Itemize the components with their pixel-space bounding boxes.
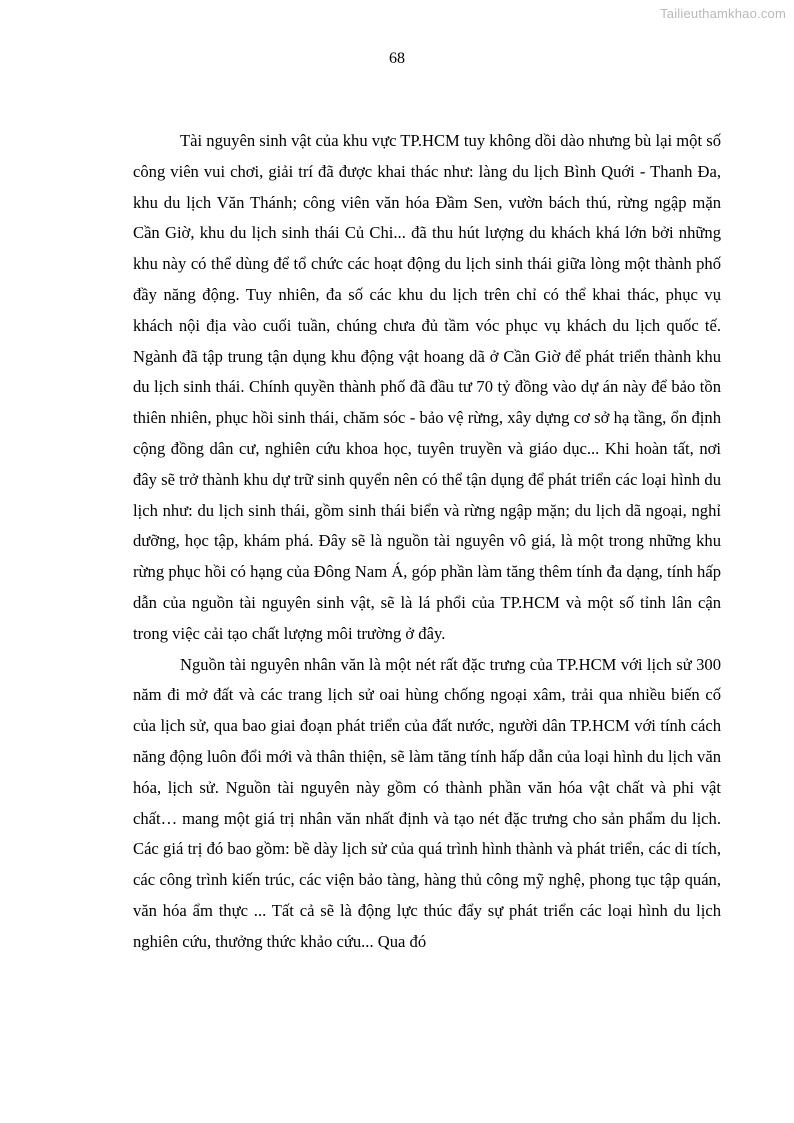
page-number: 68 — [389, 50, 405, 67]
watermark-text: Tailieuthamkhao.com — [660, 6, 786, 21]
paragraph-biological-resources: Tài nguyên sinh vật của khu vực TP.HCM tuy không dồi dào nhưng bù lại một số công viên vui chơi, giải trí đã được khai thác như: làng du lịch Bình Quới - Thanh Đa, khu du lịch Văn Thánh; công viên văn hóa Đầm Sen, vườn bách thú, rừng ngập mặn Cần Giờ, khu du lịch sinh thái Củ Chi... đã thu hút lượng du khách khá lớn bởi những khu này có thể dùng để tổ chức các hoạt động du lịch sinh thái giữa lòng một thành phố đầy năng động. Tuy nhiên, đa số các khu du lịch trên chỉ có thể khai thác, phục vụ khách nội địa vào cuối tuần, chúng chưa đủ tầm vóc phục vụ khách du lịch quốc tế. Ngành đã tập trung tận dụng khu động vật hoang dã ở Cần Giờ để phát triển thành khu du lịch sinh thái. Chính quyền thành phố đã đầu tư 70 tỷ đồng vào dự án này để bảo tồn thiên nhiên, phục hồi sinh thái, chăm sóc - bảo vệ rừng, xây dựng cơ sở hạ tầng, ổn định cộng đồng dân cư, nghiên cứu khoa học, tuyên truyền và giáo dục... Khi hoàn tất, nơi đây sẽ trở thành khu dự trữ sinh quyển nên có thể tận dụng để phát triển các loại hình du lịch như: du lịch sinh thái, gồm sinh thái biển và rừng ngập mặn; du lịch dã ngoại, nghỉ dưỡng, học tập, khám phá. Đây sẽ là nguồn tài nguyên vô giá, là một trong những khu rừng phục hồi có hạng của Đông Nam Á, góp phần làm tăng thêm tính đa dạng, tính hấp dẫn của nguồn tài nguyên sinh vật, sẽ là lá phổi của TP.HCM và một số tỉnh lân cận trong việc cải tạo chất lượng môi trường ở đây. — [133, 131, 721, 643]
document-body — [133, 126, 721, 958]
paragraph-cultural-resources: Nguồn tài nguyên nhân văn là một nét rất đặc trưng của TP.HCM với lịch sử 300 năm đi mở đất và các trang lịch sử oai hùng chống ngoại xâm, trải qua nhiều biến cố của lịch sử, qua bao giai đoạn phát triển của đất nước, người dân TP.HCM với tính cách năng động luôn đổi mới và thân thiện, sẽ làm tăng tính hấp dẫn của loại hình du lịch văn hóa, lịch sử. Nguồn tài nguyên này gồm có thành phần văn hóa vật chất và phi vật chất… mang một giá trị nhân văn nhất định và tạo nét đặc trưng cho sản phẩm du lịch. Các giá trị đó bao gồm: bề dày lịch sử của quá trình hình thành và phát triển, các di tích, các công trình kiến trúc, các viện bảo tàng, hàng thủ công mỹ nghệ, phong tục tập quán, văn hóa ẩm thực ... Tất cả sẽ là động lực thúc đẩy sự phát triển các loại hình du lịch nghiên cứu, thưởng thức khảo cứu... Qua đó — [133, 654, 721, 951]
